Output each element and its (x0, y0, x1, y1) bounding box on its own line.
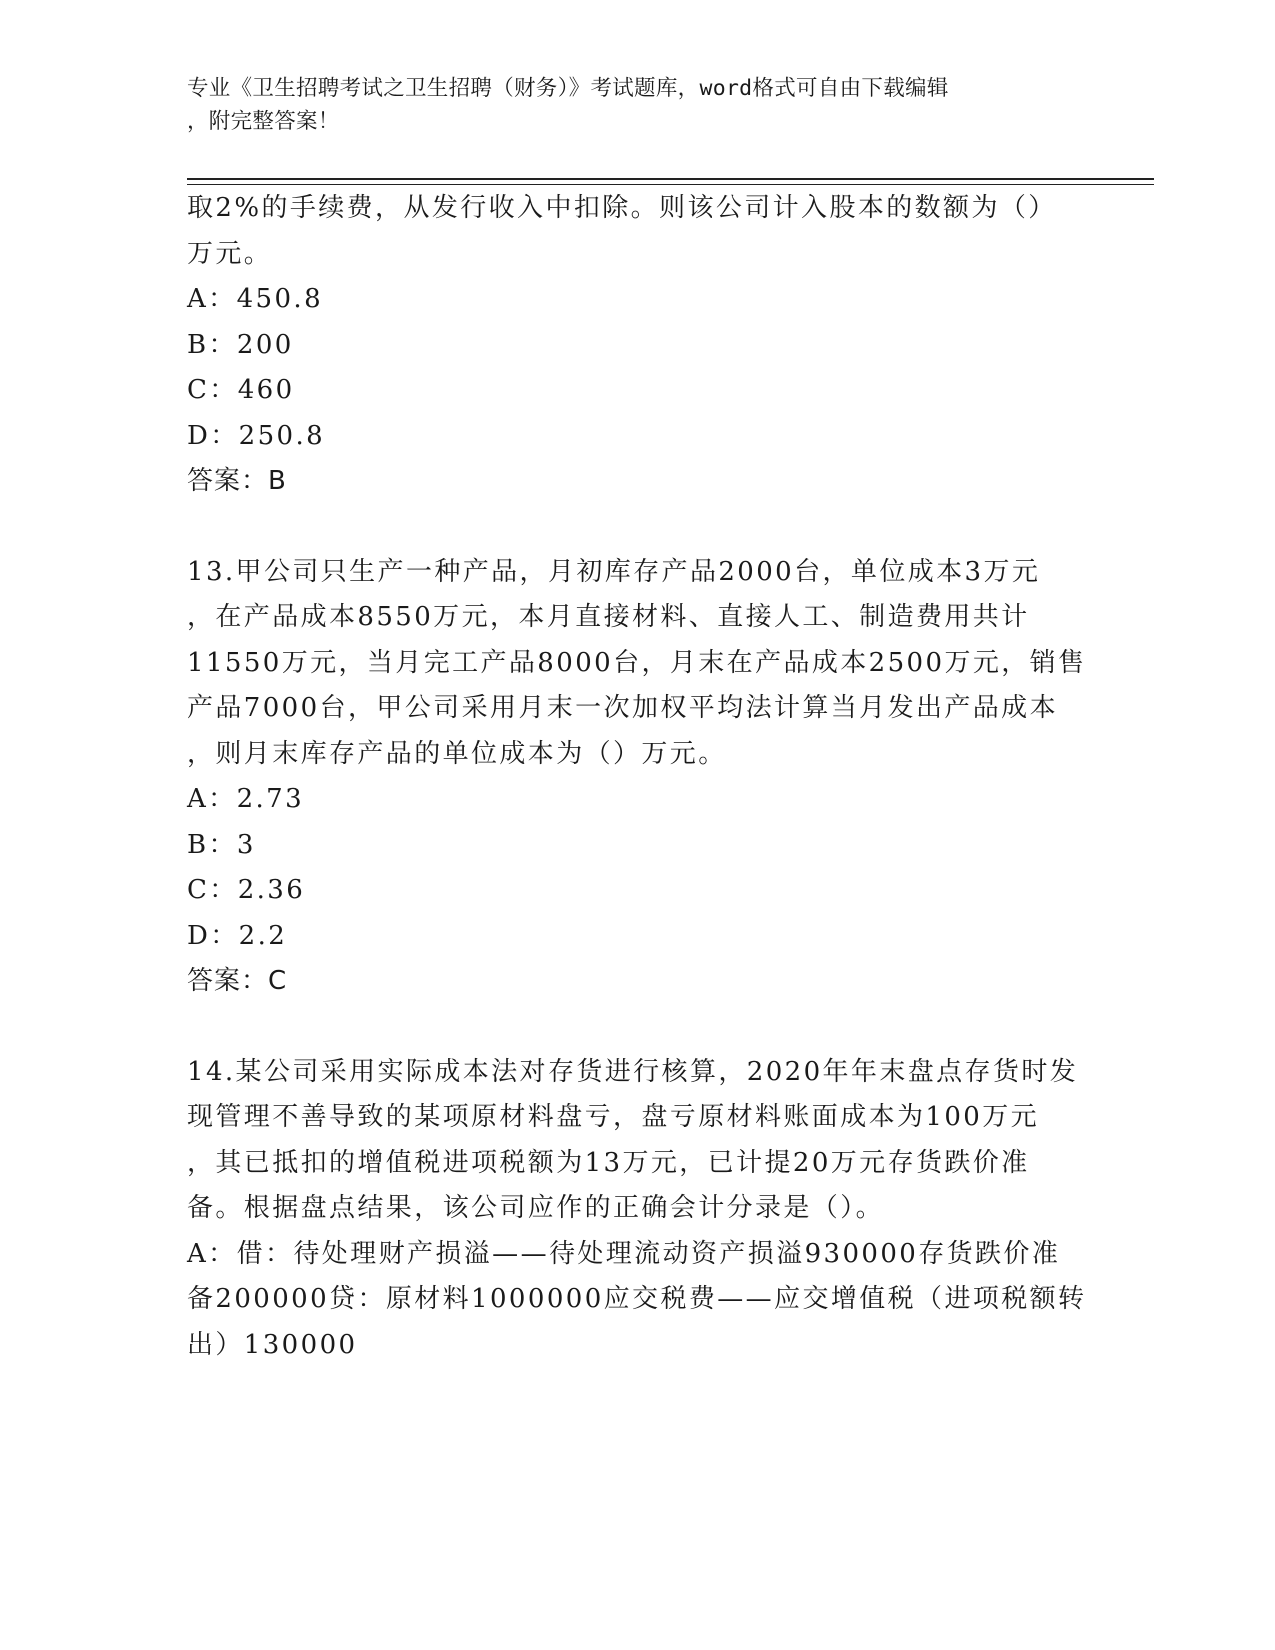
document-header (187, 72, 1087, 138)
question-text-line: 备。根据盘点结果，该公司应作的正确会计分录是（）。 (187, 1193, 885, 1223)
header-line-1: 专业《卫生招聘考试之卫生招聘（财务）》考试题库，word格式可自由下载编辑 (187, 76, 949, 101)
question-text-line: ，则月末库存产品的单位成本为（）万元。 (187, 738, 727, 769)
question-14 (187, 1050, 1087, 1369)
header-rule-thin (187, 184, 1154, 185)
option-d: D：250.8 (187, 420, 326, 451)
question-text-line: 取2%的手续费，从发行收入中扣除。则该公司计入股本的数额为（） (187, 193, 1057, 223)
option-d: D：2.2 (187, 920, 288, 951)
option-a: A：2.73 (187, 784, 305, 814)
option-a-line: 出）130000 (187, 1329, 358, 1360)
question-text-line: 13.甲公司只生产一种产品，月初库存产品2000台，单位成本3万元 (187, 556, 1041, 587)
header-line-2: ，附完整答案！ (187, 109, 340, 134)
question-13 (187, 550, 1087, 1005)
option-a: A：450.8 (187, 284, 324, 314)
question-12-continued (187, 186, 1087, 505)
question-text-line: ，其已抵扣的增值税进项税额为13万元，已计提20万元存货跌价准 (187, 1147, 1030, 1178)
question-text-line: 现管理不善导致的某项原材料盘亏，盘亏原材料账面成本为100万元 (187, 1102, 1040, 1132)
answer-label: 答案：B (187, 466, 287, 496)
option-b: B：3 (187, 829, 256, 860)
question-text-line: ，在产品成本8550万元，本月直接材料、直接人工、制造费用共计 (187, 602, 1030, 632)
spacer (187, 1005, 1087, 1050)
option-c: C：2.36 (187, 875, 306, 905)
question-text-line: 产品7000台，甲公司采用月末一次加权平均法计算当月发出产品成本 (187, 693, 1058, 723)
spacer (187, 505, 1087, 550)
option-a-line: A：借：待处理财产损溢——待处理流动资产损溢930000存货跌价准 (187, 1238, 1061, 1269)
option-b: B：200 (187, 329, 294, 360)
question-text-line: 14.某公司采用实际成本法对存货进行核算，2020年年末盘点存货时发 (187, 1056, 1079, 1087)
question-text-line: 万元。 (187, 238, 273, 269)
header-rule-thick (187, 178, 1154, 180)
option-c: C：460 (187, 375, 295, 405)
answer-label: 答案：C (187, 966, 288, 996)
document-body (187, 186, 1087, 1368)
option-a-line: 备200000贷：原材料1000000应交税费——应交增值税（进项税额转 (187, 1284, 1087, 1314)
question-text-line: 11550万元，当月完工产品8000台，月末在产品成本2500万元，销售 (187, 647, 1087, 678)
